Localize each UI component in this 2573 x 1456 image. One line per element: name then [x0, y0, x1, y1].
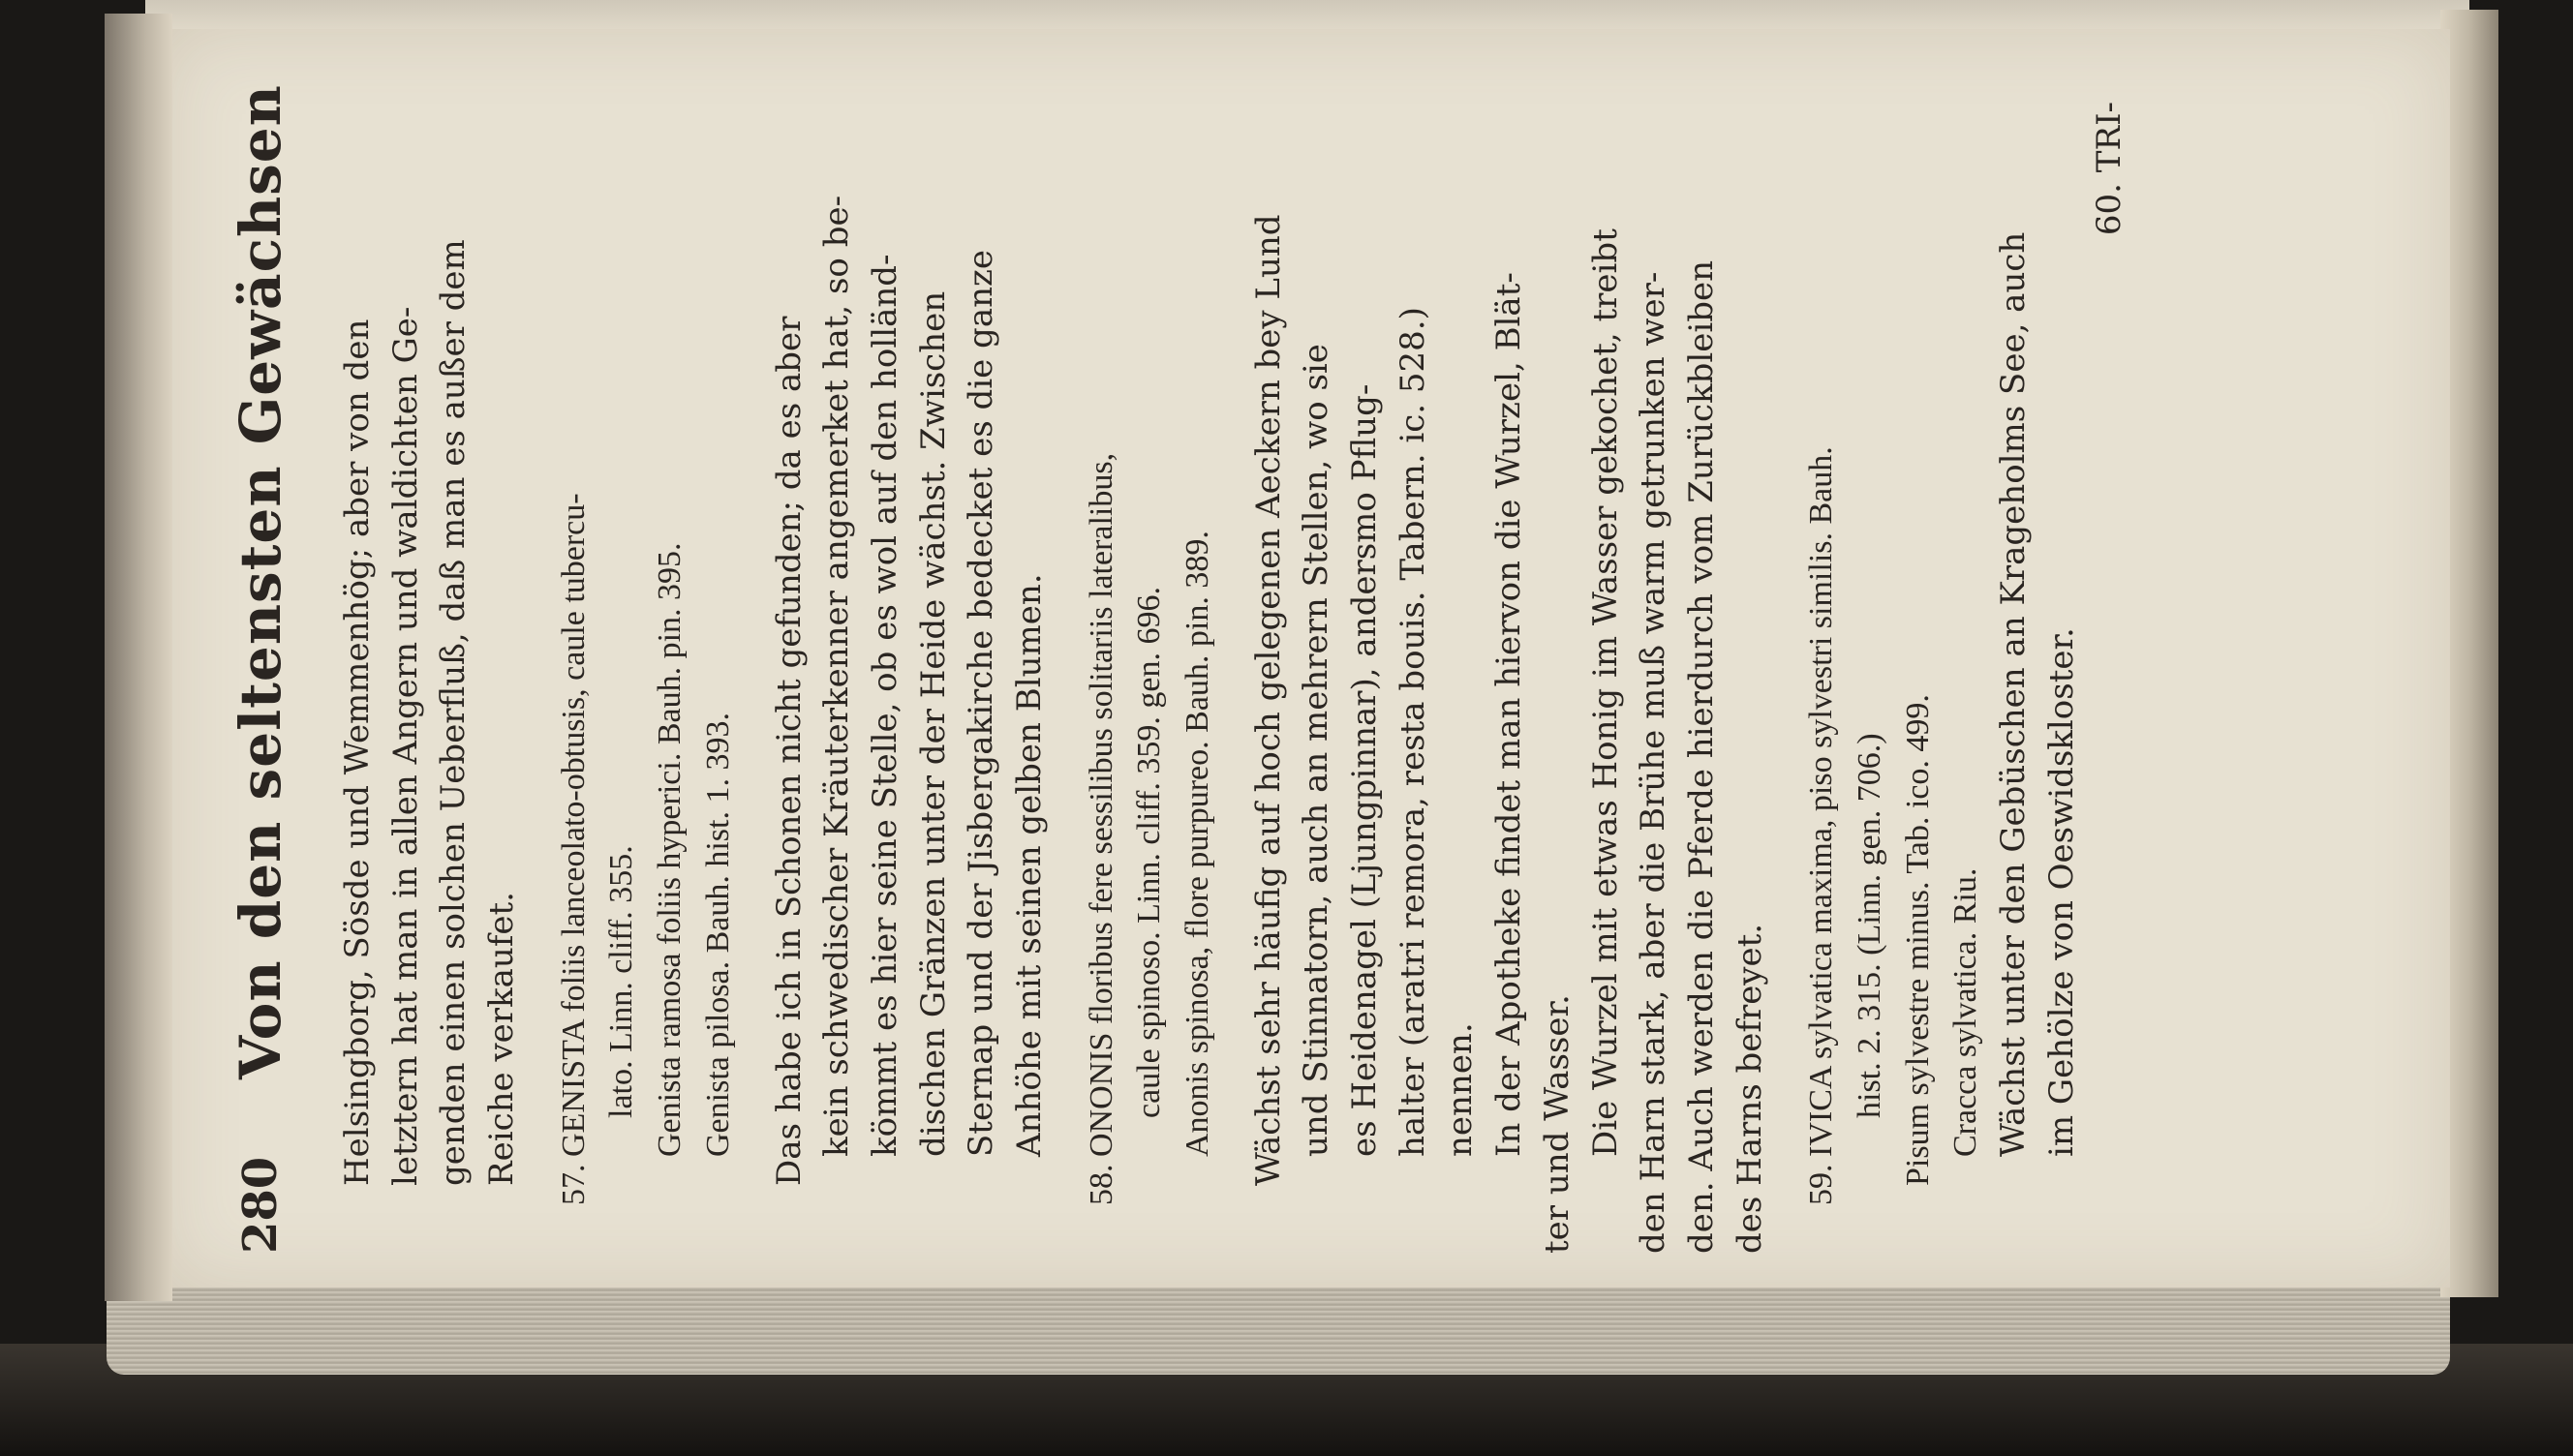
text-line: Sternap und der Jisbergakirche bedecket es die ganze — [962, 249, 1001, 1157]
page-body — [334, 82, 2134, 1254]
entry-text: GENISTA foliis lanceolato-obtusis, caule tubercu- — [555, 493, 592, 1157]
text-line: dischen Gränzen unter der Heide wächst. Zwischen — [913, 290, 953, 1157]
rotated-page-text — [228, 63, 2513, 1302]
text-line: den. Auch werden die Pferde hierdurch vom Zurückbleiben — [1681, 259, 1721, 1254]
page-number: 280 — [233, 1156, 288, 1254]
catchword: 60. TRI- — [2090, 102, 2129, 236]
entry-line — [1797, 82, 1846, 1254]
entry-number: 59. — [1803, 1164, 1840, 1205]
text-line: Cracca sylvatica. Riu. — [1947, 867, 1984, 1157]
text-line: nennen. — [1441, 1022, 1481, 1157]
text-line: Anhöhe mit seinen gelben Blumen. — [1009, 573, 1049, 1157]
text-line: In der Apotheke findet man hiervon die Wurzel, Blät- — [1489, 272, 1529, 1157]
text-line: kömmt es hier seine Stelle, ob es wol auf den holländ- — [865, 254, 904, 1157]
text-line: im Gehölze von Oeswidskloster. — [2041, 627, 2081, 1157]
text-line: halter (aratri remora, resta bouis. Tabern. ic. 528.) — [1393, 307, 1432, 1157]
text-line: Das habe ich in Schonen nicht gefunden; da es aber — [769, 316, 809, 1186]
text-line: lato. Linn. cliff. 355. — [603, 845, 640, 1118]
entry-number: 58. — [1083, 1164, 1119, 1205]
running-head — [228, 63, 305, 1302]
text-line: Wächst unter den Gebüschen an Krageholms See, auch — [1994, 231, 2033, 1157]
text-line: Genista ramosa foliis hyperici. Bauh. pin. 395. — [652, 542, 689, 1157]
text-line: Helsingborg, Sösde und Wemmenhög; aber von den — [338, 318, 377, 1186]
text-line: kein schwedischer Kräuterkenner angemerket hat, so be- — [817, 195, 857, 1157]
entry-number: 57. — [555, 1164, 592, 1205]
text-line: den Harn stark, aber die Brühe muß warm getrunken wer- — [1634, 271, 1673, 1254]
entry-text: IVICA sylvatica maxima, piso sylvestri similis. Bauh. — [1803, 446, 1840, 1157]
text-line: Reiche verkaufet. — [482, 892, 522, 1186]
text-line: Wächst sehr häufig auf hoch gelegenen Aeckern bey Lund — [1248, 214, 1288, 1186]
text-line: caule spinoso. Linn. cliff. 359. gen. 696. — [1131, 587, 1168, 1118]
text-line: ter und Wasser. — [1537, 994, 1577, 1254]
entry-text: ONONIS floribus fere sessilibus solitariis lateralibus, — [1083, 452, 1119, 1157]
text-line: letztern hat man in allen Angern und waldichten Ge- — [385, 306, 425, 1186]
text-line: es Heidenagel (Ljungpinnar), andersmo Pflug- — [1345, 383, 1385, 1157]
entry-line — [550, 82, 598, 1254]
running-title: Von den seltensten Gewächsen — [228, 84, 293, 1079]
entry-line — [1078, 82, 1126, 1254]
text-line: Anonis spinosa, flore purpureo. Bauh. pin. 389. — [1179, 531, 1215, 1157]
book-spine-shadow — [105, 14, 172, 1301]
text-line: genden einen solchen Ueberfluß, daß man es außer dem — [434, 239, 474, 1186]
text-line: Die Wurzel mit etwas Honig im Wasser gekochet, treibt — [1585, 228, 1625, 1157]
text-line: des Harns befreyet. — [1730, 923, 1769, 1254]
text-line: hist. 2. 315. (Linn. gen. 706.) — [1851, 733, 1887, 1118]
text-line: und Stinnatorn, auch an mehrern Stellen, wo sie — [1297, 344, 1336, 1157]
text-line: Pisum sylvestre minus. Tab. ico. 499. — [1899, 694, 1936, 1186]
catchword-line — [2086, 82, 2134, 1254]
text-line: Genista pilosa. Bauh. hist. 1. 393. — [699, 713, 736, 1157]
